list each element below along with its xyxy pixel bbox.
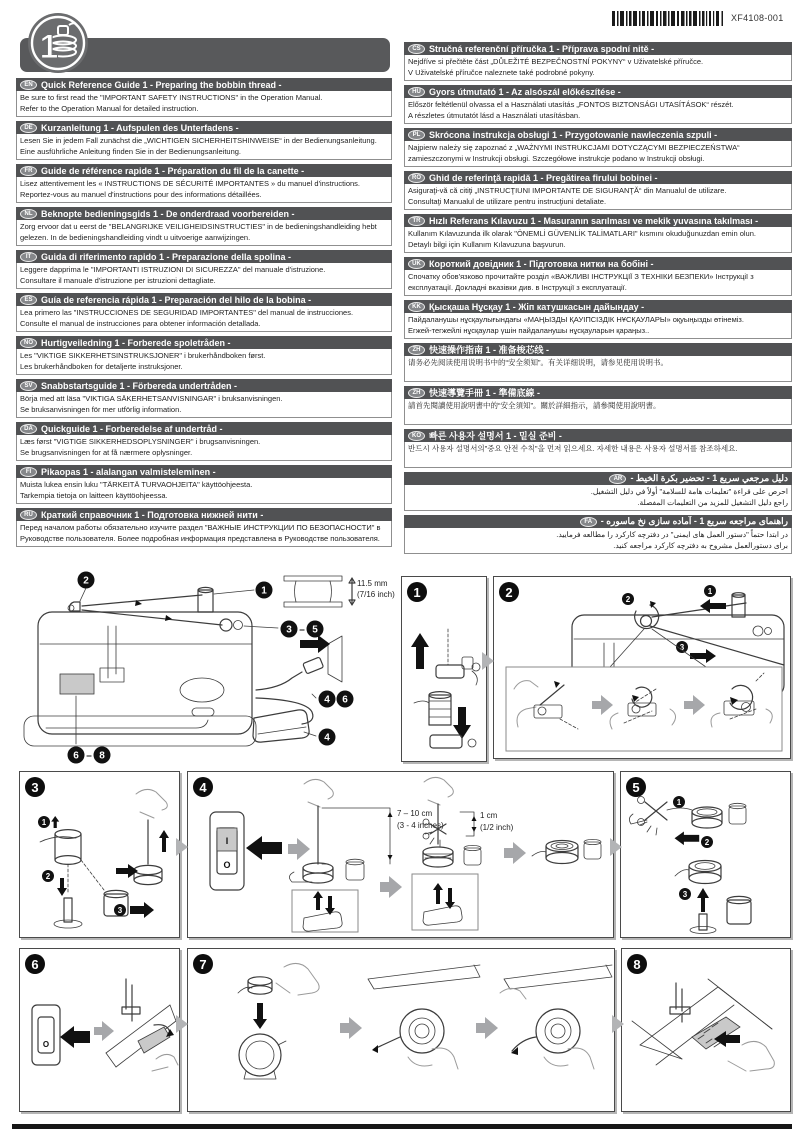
body-line: Lesen Sie in jedem Fall zunächst die „WICHTIGEN SICHERHEITSHINWEISE“ in der Bedienungsanleitung. xyxy=(20,136,377,145)
lang-section-ko xyxy=(404,429,792,470)
section-header xyxy=(404,472,792,485)
body-line: Asiguraţi-vă că citiţi „INSTRUCŢIUNI IMPORTANTE DE SIGURANŢĂ“ din Manualul de utilizare. xyxy=(408,186,727,195)
panel5-illustration xyxy=(621,772,790,937)
section-title: Короткий довідник 1 - Підготовка нитки на бобіні - xyxy=(429,258,654,269)
body-line: Először feltétlenül olvassa el a Használati utasítás „FONTOS BIZTONSÁGI UTASÍTÁSOK“ részét. xyxy=(408,100,734,109)
svg-text:3: 3 xyxy=(679,642,685,652)
body-line: gelezen. In de bedieningshandleiding vindt u uitvoerige aanwijzingen. xyxy=(20,233,251,242)
section-body xyxy=(16,220,392,246)
lang-section-ro xyxy=(404,171,792,212)
section-body xyxy=(404,313,792,339)
section-header xyxy=(16,78,392,91)
panel6-illustration xyxy=(20,949,179,1111)
section-body xyxy=(16,478,392,504)
power-switch-off xyxy=(32,1005,90,1065)
language-badge: IT xyxy=(20,252,37,262)
lang-section-zh-cn xyxy=(404,343,792,384)
body-line: Consultaţi Manualul de utilizare pentru instrucţiuni detaliate. xyxy=(408,197,607,206)
section-header xyxy=(404,42,792,55)
svg-text:3: 3 xyxy=(286,624,292,636)
body-line: 请务必先阅读使用说明书中的“安全须知”。有关详细说明，请参见使用说明书。 xyxy=(408,358,668,367)
language-badge: FA xyxy=(580,517,597,527)
language-badge: RU xyxy=(20,510,37,520)
section-body xyxy=(404,184,792,210)
replace-cover-scene xyxy=(632,979,774,1071)
lang-section-sv xyxy=(16,379,392,420)
section-header xyxy=(404,300,792,313)
section-title: Gyors útmutató 1 - Az alsószál előkészítése - xyxy=(429,86,621,97)
svg-text:2: 2 xyxy=(45,871,51,881)
language-badge: SV xyxy=(20,381,37,391)
section-body xyxy=(16,177,392,203)
section-title: Guida di riferimento rapido 1 - Preparazione della spolina - xyxy=(41,251,292,262)
lang-section-nl xyxy=(16,207,392,248)
section-body xyxy=(404,98,792,124)
step-panel-3 xyxy=(19,771,180,938)
panel-connector-arrow xyxy=(612,1015,624,1033)
section-title: 快速導覽手冊 1 - 準備底線 - xyxy=(429,388,541,398)
body-line: Егжей-тегжейлі нұсқаулар үшін пайдаланушы нұсқауларын қараңыз.. xyxy=(408,326,650,335)
section-body xyxy=(16,392,392,418)
section-header xyxy=(16,293,392,306)
lang-section-it xyxy=(16,250,392,291)
panel-number-badge: 4 xyxy=(193,777,213,797)
body-line: Detaylı bilgi için Kullanım Kılavuzuna başvurun. xyxy=(408,240,566,249)
barcode xyxy=(612,11,724,26)
section-title: 快速操作指南 1 - 准备梭芯线 - xyxy=(429,345,550,355)
body-line: Leggere dapprima le "IMPORTANTI ISTRUZIONI DI SICUREZZA" del manuale d'istruzione. xyxy=(20,265,326,274)
section-header xyxy=(404,85,792,98)
section-body xyxy=(404,227,792,253)
svg-text:6: 6 xyxy=(73,750,79,762)
body-line: Eine ausführliche Anleitung finden Sie in der Bedienungsanleitung. xyxy=(20,147,241,156)
body-line: Lisez attentivement les « INSTRUCTIONS DE SÉCURITÉ IMPORTANTES » du manuel d'instructions. xyxy=(20,179,361,188)
svg-text:8: 8 xyxy=(99,750,105,762)
body-line: Be sure to first read the "IMPORTANT SAFETY INSTRUCTIONS" in the Operation Manual. xyxy=(20,93,323,102)
body-line: در ابتدا حتماً "دستور العمل های ايمنی" در دفترچه کارکرد را مطالعه فرماييد. xyxy=(556,530,788,539)
section-title: Краткий справочник 1 - Подготовка нижней нити - xyxy=(41,509,264,520)
lang-section-da xyxy=(16,422,392,463)
section-header xyxy=(16,121,392,134)
body-line: Refer to the Operation Manual for detailed instruction. xyxy=(20,104,199,113)
section-title: Kurzanleitung 1 - Aufspulen des Unterfadens - xyxy=(41,122,239,133)
body-line: A részletes útmutatót lásd a Használati utasításban. xyxy=(408,111,581,120)
lang-section-ru xyxy=(16,508,392,549)
section-body xyxy=(404,399,792,425)
section-title: Hurtigveiledning 1 - Forberede spoletråden - xyxy=(41,337,231,348)
language-badge: UK xyxy=(408,259,425,269)
section-body xyxy=(16,435,392,461)
svg-text:3: 3 xyxy=(117,905,123,915)
step-panel-8 xyxy=(621,948,791,1112)
bobbin-cover-open-scene xyxy=(106,979,178,1071)
body-line: راجع دليل التشغيل للمزيد من التعليمات المفصلة. xyxy=(637,498,788,507)
section-header xyxy=(404,515,792,528)
svg-text:1: 1 xyxy=(676,797,682,807)
body-line: Se bruksanvisningen för mer utförlig information. xyxy=(20,405,182,414)
svg-text:–: – xyxy=(299,624,305,636)
svg-text:4: 4 xyxy=(324,694,330,706)
body-line: Consulte el manual de instrucciones para obtener información detallada. xyxy=(20,319,261,328)
section-header xyxy=(16,336,392,349)
section-body xyxy=(404,270,792,296)
lang-section-uk xyxy=(404,257,792,298)
section-title: راهنمای مراجعه سريع 1 - آماده سازی نخ ماسوره - xyxy=(600,516,788,526)
step-panel-4 xyxy=(187,771,614,938)
language-badge: RO xyxy=(408,173,425,183)
body-line: Najpierw należy się zapoznać z „WAŻNYMI INSTRUKCJAMI DOTYCZĄCYMI BEZPIECZEŃSTWA“ xyxy=(408,143,740,152)
insert-bobbin-scene xyxy=(238,963,319,1079)
section-body xyxy=(404,141,792,167)
section-title: Hızlı Referans Kılavuzu 1 - Masuranın sarılması ve mekik yuvasına takılması - xyxy=(429,215,759,226)
lang-section-de xyxy=(16,121,392,162)
language-column-right xyxy=(404,42,792,558)
wound-bobbin-scene xyxy=(532,839,601,863)
body-line: 반드시 사용자 설명서의"중요 안전 수칙"을 먼저 읽으세요. 자세한 내용은 사용자 설명서를 참조하세요. xyxy=(408,444,738,453)
language-badge: FR xyxy=(20,166,37,176)
panel-connector-arrow xyxy=(176,838,188,856)
body-line: експлуатації. Докладні вказівки див. в Інструкції з експлуатації. xyxy=(408,283,627,292)
panel-number-badge: 1 xyxy=(407,582,427,602)
section-header xyxy=(16,508,392,521)
svg-text:–: – xyxy=(86,750,92,762)
spool-dimension-label2: (7/16 inch) xyxy=(357,590,395,599)
lang-section-fa xyxy=(404,515,792,556)
body-line: Læs først "VIGTIGE SIKKERHEDSOPLYSNINGER" i brugsanvisningen. xyxy=(20,437,261,446)
body-line: احرص على قراءة "تعليمات هامة للسلامة" أولاً في دليل التشغيل. xyxy=(590,487,788,496)
section-title: Snabbstartsguide 1 - Förbereda undertråden - xyxy=(41,380,238,391)
section-body xyxy=(404,485,792,511)
panel8-illustration xyxy=(622,949,790,1111)
panel-connector-arrow xyxy=(176,1015,188,1033)
section-header xyxy=(404,386,792,399)
language-badge: DA xyxy=(20,424,37,434)
cut-length-label: 1 cm xyxy=(480,811,498,820)
section-title: 빠른 사용자 설명서 1 - 밑실 준비 - xyxy=(429,431,562,441)
section-title: دليل مرجعي سريع 1 - تحضير بكرة الخيط - xyxy=(630,473,788,483)
panel3-illustration xyxy=(20,772,179,937)
panel1-illustration xyxy=(402,577,486,761)
language-badge: DE xyxy=(20,123,37,133)
section-title: Beknopte bedieningsgids 1 - De onderdraad voorbereiden - xyxy=(41,208,295,219)
section-header xyxy=(404,171,792,184)
power-switch-on xyxy=(210,812,282,890)
lang-section-cs xyxy=(404,42,792,83)
lang-section-zh-tw xyxy=(404,386,792,427)
sewing-machine-drawing xyxy=(24,576,355,746)
body-line: Börja med att läsa "VIKTIGA SÄKERHETSANVISNINGAR" i bruksanvisningen. xyxy=(20,394,283,403)
svg-text:2: 2 xyxy=(83,575,89,587)
language-badge: ES xyxy=(20,295,37,305)
panel2-illustration xyxy=(494,577,790,758)
language-badge: KO xyxy=(408,431,425,441)
section-header xyxy=(404,214,792,227)
threading-inset xyxy=(506,667,782,751)
body-line: Nejdříve si přečtěte část „DŮLEŽITÉ BEZPEČNOSTNÍ POKYNY“ v Uživatelské příručce. xyxy=(408,57,704,66)
lang-section-kk xyxy=(404,300,792,341)
body-line: Les "VIKTIGE SIKKERHETSINSTRUKSJONER" i brukerhåndboken først. xyxy=(20,351,266,360)
panel4-illustration xyxy=(188,772,613,937)
spool-dimension-label: 11.5 mm xyxy=(357,579,388,588)
body-line: Tarkempia tietoja on laitteen käyttöohjeessa. xyxy=(20,491,168,500)
section-body xyxy=(404,356,792,382)
section-body xyxy=(16,349,392,375)
part-number: XF4108-001 xyxy=(731,13,784,23)
section-header xyxy=(404,257,792,270)
lang-section-tr xyxy=(404,214,792,255)
section-title: Skrócona instrukcja obsługi 1 - Przygotowanie nawleczenia szpuli - xyxy=(429,129,718,140)
section-header xyxy=(404,128,792,141)
language-badge: NL xyxy=(20,209,37,219)
panel-connector-arrow xyxy=(482,652,494,670)
body-line: Muista lukea ensin luku "TÄRKEITÄ TURVAOHJEITA" käyttöohjeesta. xyxy=(20,480,253,489)
lang-section-fr xyxy=(16,164,392,205)
svg-text:2: 2 xyxy=(625,594,631,604)
step-panel-6 xyxy=(19,948,180,1112)
lang-section-hu xyxy=(404,85,792,126)
svg-text:O: O xyxy=(42,1040,50,1049)
page-footer-bar xyxy=(12,1124,792,1129)
panel-number-badge: 6 xyxy=(25,954,45,974)
body-line: Kullanım Kılavuzunda ilk olarak "ÖNEMLİ GÜVENLİK TALİMATLARI" kısmını okuduğunuzdan emin olun. xyxy=(408,229,756,238)
language-badge: TR xyxy=(408,216,425,226)
panel-number-badge: 8 xyxy=(627,954,647,974)
section-body xyxy=(16,521,392,547)
panel7-illustration xyxy=(188,949,614,1111)
section-body xyxy=(16,263,392,289)
language-badge: PL xyxy=(408,130,425,140)
step-panel-7 xyxy=(187,948,615,1112)
body-line: V Uživatelské příručce naleznete také podrobné pokyny. xyxy=(408,68,595,77)
body-line: Se brugsanvisningen for at få nærmere oplysninger. xyxy=(20,448,193,457)
wind-length-label2: (3 - 4 inches) xyxy=(397,821,444,830)
panel-number-badge: 2 xyxy=(499,582,519,602)
lang-section-en xyxy=(16,78,392,119)
svg-text:5: 5 xyxy=(312,624,318,636)
body-line: Lea primero las "INSTRUCCIONES DE SEGURIDAD IMPORTANTES" del manual de instrucciones. xyxy=(20,308,354,317)
svg-text:3: 3 xyxy=(682,889,688,899)
section-title: Guide de référence rapide 1 - Préparation du fil de la canette - xyxy=(41,165,305,176)
step-panel-2 xyxy=(493,576,791,759)
language-badge: KK xyxy=(408,302,425,312)
section-header xyxy=(16,379,392,392)
language-badge: ZH xyxy=(408,388,425,398)
panel-number-badge: 5 xyxy=(626,777,646,797)
section-header xyxy=(16,465,392,478)
lang-section-es xyxy=(16,293,392,334)
section-title: Guía de referencia rápida 1 - Preparación del hilo de la bobina - xyxy=(41,294,312,305)
panel-number-badge: 3 xyxy=(25,777,45,797)
section-body xyxy=(16,306,392,332)
body-line: Перед началом работы обязательно изучите раздел "ВАЖНЫЕ ИНСТРУКЦИИ ПО БЕЗОПАСНОСТИ" в xyxy=(20,523,381,532)
language-badge: HU xyxy=(408,87,425,97)
section-title: Quick Reference Guide 1 - Preparing the bobbin thread - xyxy=(41,79,282,90)
pull-thread-scene xyxy=(500,965,612,1069)
lang-section-no xyxy=(16,336,392,377)
bobbin-seated-scene xyxy=(368,965,480,1069)
svg-text:1: 1 xyxy=(261,585,267,597)
thread-cut-scene xyxy=(412,777,514,930)
body-line: Пайдаланушы нұсқаулығындағы «МАҢЫЗДЫ ҚАУІПСІЗДІК НҰСҚАУЛАРЫ» оқуыңызды өтінеміз. xyxy=(408,315,744,324)
language-column-left xyxy=(16,78,392,551)
body-line: Спочатку обов'язково прочитайте розділ «ВАЖЛИВІ ІНСТРУКЦІЇ З ТЕХНІКИ БЕЗПЕКИ» Інструкції з xyxy=(408,272,754,281)
wind-length-label: 7 – 10 cm xyxy=(397,809,433,818)
panel-connector-arrow xyxy=(610,838,622,856)
step-panel-5 xyxy=(620,771,791,938)
section-header xyxy=(16,164,392,177)
section-body xyxy=(404,442,792,468)
section-title: Stručná referenční příručka 1 - Příprava spodní nitě - xyxy=(429,43,655,54)
svg-text:I: I xyxy=(225,836,229,846)
svg-text:O: O xyxy=(223,860,231,870)
language-badge: CS xyxy=(408,44,425,54)
section-body xyxy=(404,55,792,81)
language-badge: AR xyxy=(609,474,626,484)
svg-text:6: 6 xyxy=(342,694,348,706)
svg-text:2: 2 xyxy=(704,837,710,847)
body-line: Zorg ervoor dat u eerst de "BELANGRIJKE VEILIGHEIDSINSTRUCTIES" in de bedieningshandleiding hebt xyxy=(20,222,377,231)
body-line: 請首先閱讀使用說明書中的“安全須知”。關於詳細指示，請參閱使用說明書。 xyxy=(408,401,661,410)
lang-section-pl xyxy=(404,128,792,169)
lang-section-fi xyxy=(16,465,392,506)
section-header xyxy=(16,250,392,263)
body-line: Reportez-vous au manuel d'instructions pour des informations détaillées. xyxy=(20,190,262,199)
body-line: Руководстве пользователя. Более подробная информация представлена в Руководстве пользователя. xyxy=(20,534,380,543)
panel-number-badge: 7 xyxy=(193,954,213,974)
language-badge: EN xyxy=(20,80,37,90)
step1-bobbin-logo-icon xyxy=(27,12,89,74)
section-header xyxy=(404,429,792,442)
section-title: Ghid de referinţă rapidă 1 - Pregătirea firului bobinei - xyxy=(429,172,658,183)
language-badge: NO xyxy=(20,338,37,348)
section-title: Pikaopas 1 - alalangan valmisteleminen - xyxy=(41,466,216,477)
section-body xyxy=(16,91,392,117)
body-line: برای دستورالعمل مشروح به دفترچه کارکرد مراجعه کنيد. xyxy=(613,541,788,550)
section-header xyxy=(404,343,792,356)
body-line: Les brukerhåndboken for detaljerte instruksjoner. xyxy=(20,362,183,371)
language-badge: ZH xyxy=(408,345,425,355)
body-line: Consultare il manuale d'istruzione per istruzioni dettagliate. xyxy=(20,276,216,285)
overview-callouts xyxy=(68,572,354,764)
language-badge: FI xyxy=(20,467,37,477)
lang-section-ar xyxy=(404,472,792,513)
body-line: zamieszczonymi w Instrukcji obsługi. Szczegółowe instrukcje podano w Instrukcji obsługi. xyxy=(408,154,705,163)
step-panel-1 xyxy=(401,576,487,762)
section-title: Quickguide 1 - Forberedelse af undertråd - xyxy=(41,423,223,434)
machine-overview-illustration xyxy=(16,568,396,766)
section-body xyxy=(404,528,792,554)
section-header xyxy=(16,207,392,220)
section-body xyxy=(16,134,392,160)
cut-length-label2: (1/2 inch) xyxy=(480,823,514,832)
section-header xyxy=(16,422,392,435)
svg-text:1: 1 xyxy=(41,817,47,827)
logo-number: 1 xyxy=(39,28,59,66)
svg-text:1: 1 xyxy=(707,586,713,596)
section-title: Қысқаша Нұсқау 1 - Жіп катушкасын дайындау - xyxy=(429,301,645,312)
svg-text:4: 4 xyxy=(324,732,330,744)
